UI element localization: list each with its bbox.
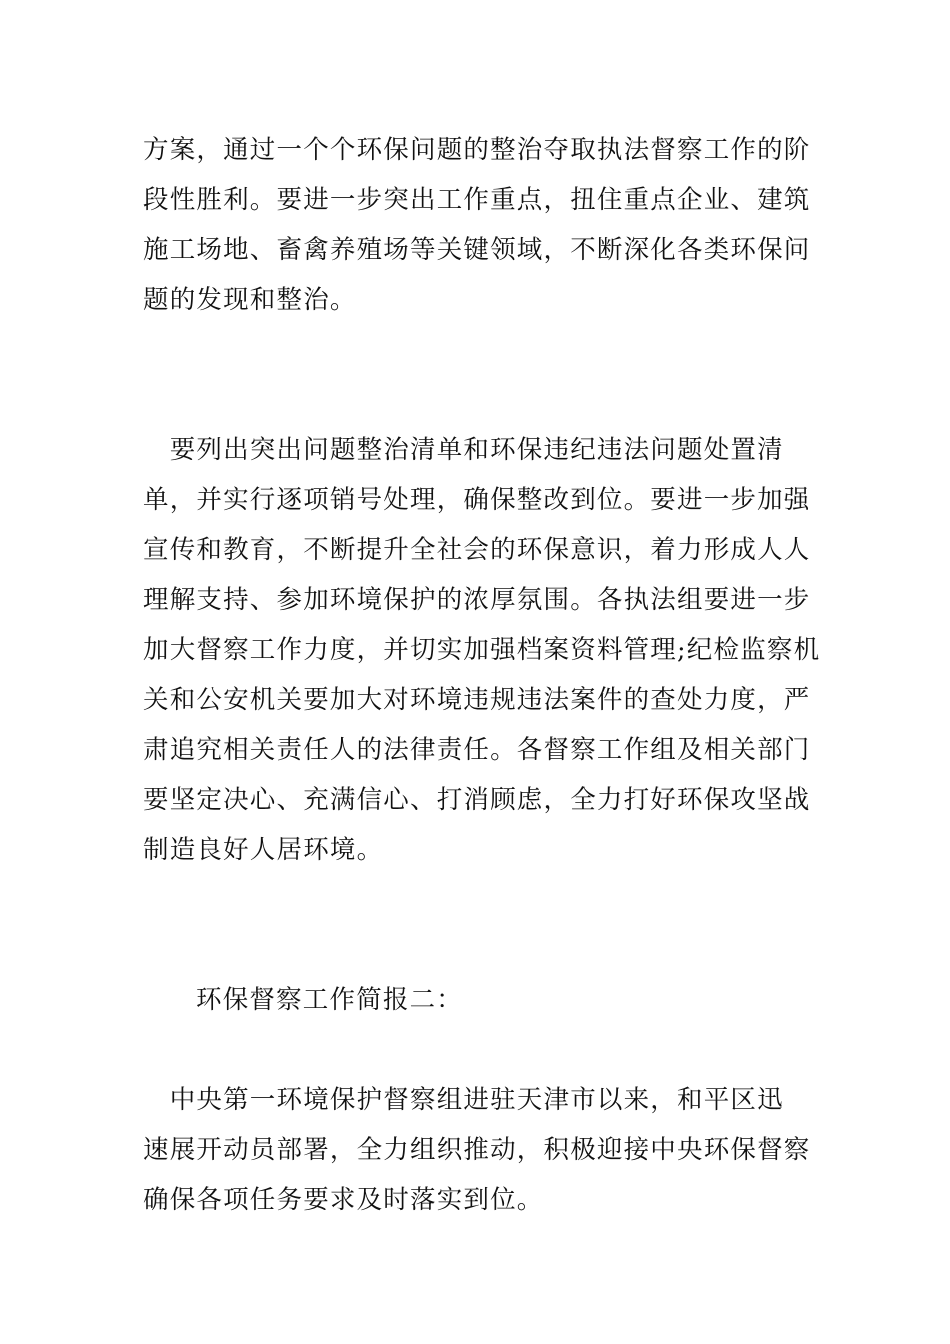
paragraph-1-line: 施工场地、畜禽养殖场等关键领域，不断深化各类环保问 <box>143 235 811 265</box>
paragraph-2 <box>143 425 821 875</box>
section-heading <box>196 975 861 1025</box>
paragraph-2-line: 理解支持、参加环境保护的浓厚氛围。各执法组要进一步 <box>143 585 811 615</box>
paragraph-2-line: 加大督察工作力度，并切实加强档案资料管理;纪检监察机 <box>143 635 821 665</box>
paragraph-1-line: 方案，通过一个个环保问题的整治夺取执法督察工作的阶 <box>143 135 811 165</box>
paragraph-2-line: 单，并实行逐项销号处理，确保整改到位。要进一步加强 <box>143 485 811 515</box>
paragraph-3-line: 中央第一环境保护督察组进驻天津市以来，和平区迅 <box>143 1085 784 1115</box>
paragraph-2-line: 要坚定决心、充满信心、打消顾虑，全力打好环保攻坚战 <box>143 785 811 815</box>
paragraph-2-line: 肃追究相关责任人的法律责任。各督察工作组及相关部门 <box>143 735 811 765</box>
paragraph-2-line: 制造良好人居环境。 <box>143 835 384 865</box>
section-heading-text: 环保督察工作简报二： <box>196 985 464 1015</box>
paragraph-1-line: 段性胜利。要进一步突出工作重点，扭住重点企业、建筑 <box>143 185 811 215</box>
paragraph-2-line: 宣传和教育，不断提升全社会的环保意识，着力形成人人 <box>143 535 811 565</box>
paragraph-2-line: 关和公安机关要加大对环境违规违法案件的查处力度，严 <box>143 685 811 715</box>
paragraph-3-line: 速展开动员部署，全力组织推动，积极迎接中央环保督察 <box>143 1135 811 1165</box>
paragraph-2-line: 要列出突出问题整治清单和环保违纪违法问题处置清 <box>143 435 784 465</box>
paragraph-1 <box>143 125 811 325</box>
paragraph-3-line: 确保各项任务要求及时落实到位。 <box>143 1185 544 1215</box>
paragraph-1-line: 题的发现和整治。 <box>143 285 357 315</box>
paragraph-3 <box>143 1075 811 1225</box>
